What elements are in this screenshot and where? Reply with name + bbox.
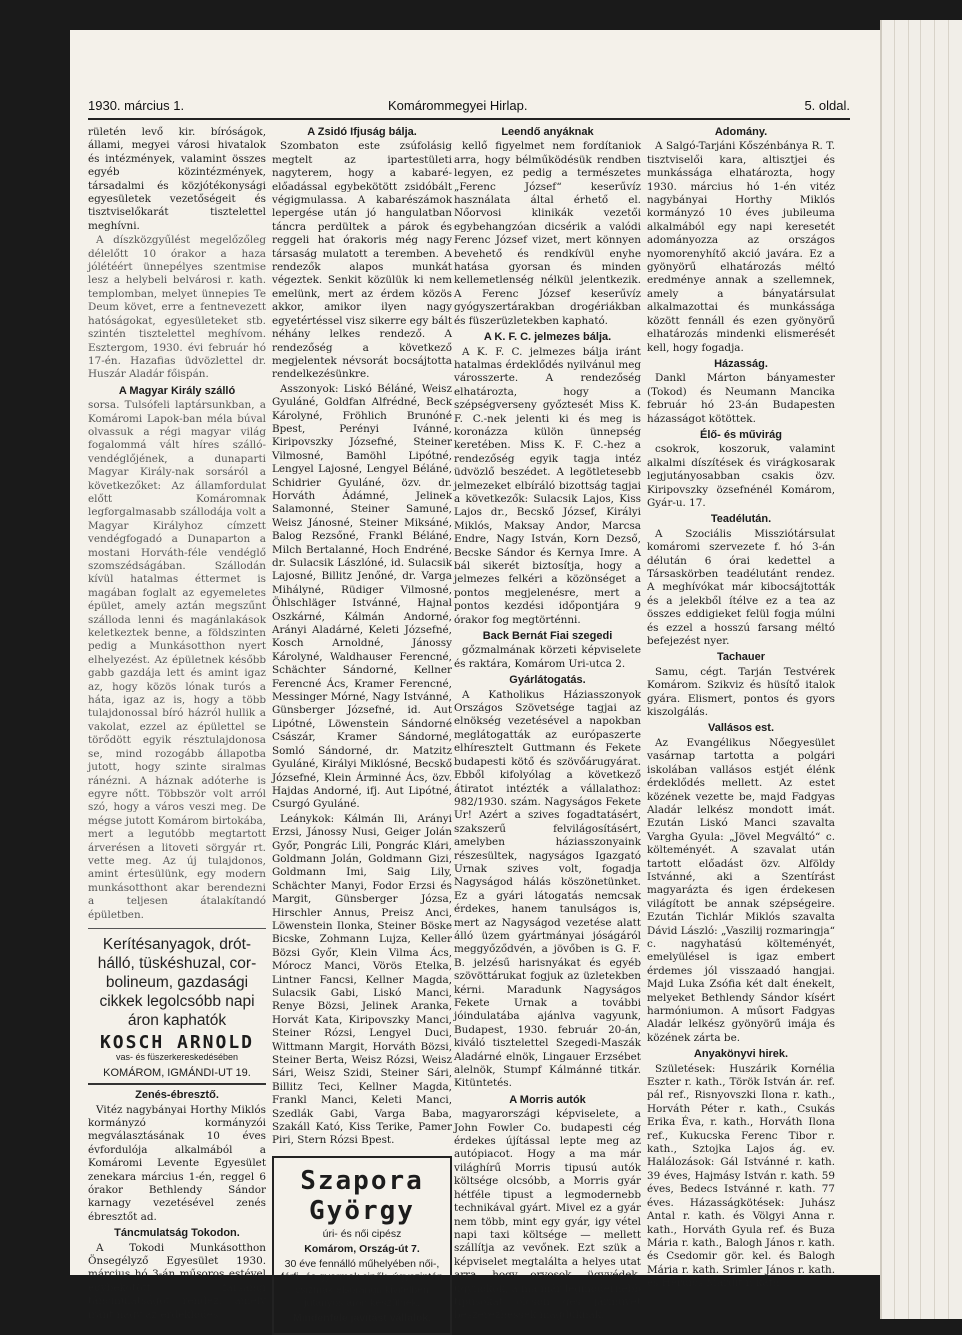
- article-text: magyarországi képviselete, a John Fowler Co. budapesti cég érdekes újítással lepte meg az autópiacot. Hogy a ma már világhírű Morris tipusú autók költsége olcsóbb, a Morris gyár hétféle tipust a legmodernebb technikával gyárt. Mivel ez a gyár nem több, mint egy gyár, igy vétel napi taxi költsége — mellett szállítja az vevőnek. Ezt szük a képviselet megtalálta a helyes utat arra, hogy orvosok, ügyvédek, ügynökök, a ma már legmodernebb típusokat olcsón gés járművet beszerezhessék magduknak.: [454, 1108, 641, 1322]
- headline: Zenés-ébresztő.: [135, 1089, 219, 1102]
- article-text: Vitéz nagybányai Horthy Miklós kormányzó kormányzói megválasztásának 10 éves évfordulója alkalmából a Komáromi Levente Egyesület zenekara március 1-én, reggel 6 órakor Bethlendy Sándor karnagy vezetésével zenés ébresztőt ad.: [88, 1103, 266, 1223]
- ad-text: úri- és női cipész: [322, 1227, 402, 1240]
- headline: Gyárlátogatás.: [509, 674, 586, 687]
- advertisement-szapora: [272, 1156, 452, 1335]
- paper-title: Komárommegyei Hirlap.: [388, 98, 528, 113]
- masthead: [88, 98, 850, 118]
- ad-address: Komárom, Ország-út 7.: [304, 1242, 420, 1255]
- article-text: A Katholikus Háziasszonyok Országos Szövetsége tagjai az elnökség vezetésével a napokban meglátogatták az európaszerte elhíresztelt Guttmann és Fekete budapesti kötő és szövőárugyárat. Ebből kifolyólag a következő átiratot intézték a vállalathoz: 982/1930. szám. Nagyságos Fekete Ur! Azért a szives fogadtatásért, szakszerű felvilágosításért, amelyben háziasszonyaink részesültek, nagyságos Igazgató Urnak szives volt, fogadja Nagyságod hálás köszönetünket. Ez a gyári látogatás nemcsak érdekes, hanem tanulságos is, mert az Nagyságod vezetése alatt álló üzem gyártmányai jóságáról meggyőződvén, a jövőben is G. F. B. jelzésű harisnyákat és egyéb szövöttárukat fogjuk az üzletekben kérni. Maradunk Nagyságos Fekete Urnak a további jóindulatába ajánlva vagyunk, Budapest, 1930. február 20-án, kiváló tisztelettel Szegedi-Maszák Aladárné elnök, Lingauer Erzsébet alelnök, Stumpf Kálmánné titkár. Kitüntetés.: [454, 688, 641, 1090]
- article-text: Születések: Huszárik Kornélia Eszter r. kath., Török István ár. ref. pál ref., Risnyovszki Ilona r. kath., Horváth Péter r. kath., Csukás Erika Éva, r. kath., Horváth Ilona ref., Kukucska Ferenc Tibor r. kath., Sztojka Lajos ág. ev. Halálozások: Gál Istvánné r. kath. 39 éves, Hajmásy István r. kath. 59 éves, Bedecs Istvánné r. kath. 77 éves. Házasságkötések: Juhász Antal r. kath. és Völgyi Anna r. kath., Horváth Gyula ref. és Buza Mária r. kath., Balogh János r. kath. és Csedomir gör. kel. és Balogh Mária r. kath. Srimler János r. kath. és Herdics Margit r. kath.: [647, 1062, 835, 1290]
- article-text: Asszonyok: Liskó Béláné, Weisz Gyuláné, Goldfan Alfrédné, Beck Károlyné, Fröhlich Brunóné Bpest, Perényi Ivánné, Kiripovszky Józsefné, Steiner Vilmosné, Bamöhl Lipótné, Lengyel Lajosné, Lengyel Béláné, Schidrier Gyuláné, özv. dr. Horváth Ádámné, Jelinek Salamonné, Steiner Samuné, Weisz Jánosné, Steiner Miksáné, Balog Rezsőné, Frankl Béláné, Milch Bertalanné, Hoch Endréné, dr. Sulacsik Lászlóné, id. Sulacsik Lajosné, Billitz Jenőné, dr. Varga Mihályné, Rüdiger Vilmosné, Öhlschläger Istvánné, Hajnal Oszkárné, Kálmán Andorné, Arányi Aladárné, Keleti Józsefné, Kosch Arnoldné, Jánossy Károlyné, Waldhauser Ferencné, Schächter Sándorné, Kellner Ferencné Ács, Kramer Ferencné, Messinger Mórné, Nagy Istvánné, Günsberger Józsefné, id. Aut Lipótné, Löwenstein Sándorné Császár, Kramer Sándorné, Somló Sándorné, dr. Matzitz Gyuláné, Királyi Miklósné, Becskő Józsefné, Klein Árminné Ács, özv. Hajdas Andorné, ifj. Aut Lipótné, Csurgó Gyuláné.: [272, 382, 452, 811]
- headline: Vallásos est.: [707, 722, 775, 735]
- ad-address: KOMÁROM, IGMÁNDI-UT 19.: [88, 1067, 266, 1085]
- column-4: [647, 126, 835, 1292]
- article-text: Dankl Márton bányamester (Tokod) és Neumann Mancika február hó 23-án Budapesten házasságot kötöttek.: [647, 372, 835, 425]
- headline: Teadélután.: [710, 513, 772, 526]
- article-text: csokrok, koszoruk, valamint alkalmi díszítések és virágkosarak legjutányosabban csakis özv. Kiripovszky özsefnénél Komárom, Gyár-u. 17.: [647, 443, 835, 509]
- headline: Tachauer: [716, 651, 766, 664]
- headline: Adomány.: [714, 126, 768, 138]
- ad-text: áron kaphatók: [127, 1011, 227, 1029]
- ad-text: hálló, tüskéshuzal, cor-: [97, 954, 257, 972]
- ad-text: bolineum, gazdasági: [105, 973, 249, 991]
- newspaper-page: [70, 30, 880, 1324]
- article-text: sorsa. Tulsófeli laptársunkban, a Komáromi Lapok-ban méla búval olvassuk a régi magyar világ fogalommá vált híres szálló-vendéglőjének, a dunaparti Magyar Király-nak sorsáról a következőket: Az államfordulat előtt Komáromnak legforgalmasabb szállodája volt a Magyar Királyhoz címzett vendégfogadó a Dunaparton a mostani Horváth-féle vendéglő szomszédságában. Szállodán kívül hatalmas éttermet is magában foglalt az egyemeletes épület, amely aztán megszűnt szálloda lenni és magánlakások keletkeztek benne, a földszinten pedig a Munkásotthon nyert elhelyezést. Az épületnek később gabb gazdája lett és amint igaz az, hogy közös lónak turós a háta, igaz az is, hogy a több tulajdonossal bíró házról hullik a vakolat, ezzel az épülettel se törődött egyik résztulajdonosa se, mind rozogább állapotba jutott, hogy szinte siralmas ránézni. A háznak adóterhe is egyre nőtt. Többször volt arról szó, hogy a város veszi meg. De mégse jutott Komárom birtokába, mert a legutóbb megtartott árverésen a litoveti sörgyár rt. vette meg. Az új tulajdonos, amint értesülünk, egy modern munkásotthont akar berendezni a teljesen átalakítandó épületben.: [88, 399, 266, 921]
- headline: A Magyar Király szálló: [118, 384, 236, 397]
- article-text: rületén levő kir. bíróságok, állami, megyei városi hivatalok és intézmények, valamint összes egyéb közintézmények, társadalmi és közjótékonysági egyesületek vezetőségeit és tisztviselőkarát tisztelettel meghívni.: [88, 126, 266, 232]
- headline: A K. F. C. jelmezes bálja.: [483, 331, 612, 344]
- column-3: [454, 126, 641, 1324]
- article-text: A Szociális Missziótársulat komáromi szervezete f. hó 3-án délután 6 órai kedettel a Társaskörben teadélutánt rendez. A meghívókat már kibocsájtották és a jelekből ítélve ez a tea az összes eddigieket felül fogja múlni és ezzel a hosszú farsang méltó befejezést nyer.: [647, 527, 835, 648]
- headline: Táncmulatság Tokodon.: [114, 1227, 240, 1240]
- article-text: A Tokodi Munkásotthon Önsegélyző Egyesület 1930. március hó 3-án műsoros estével egybekötött farsangi táncmulatságot rendez, amely iránt nagy az érdeklődés.: [88, 1241, 266, 1321]
- issue-date: 1930. március 1.: [88, 98, 185, 113]
- article-text: Leánykok: Kálmán Ili, Arányi Erzsi, Jánossy Nusi, Geiger Jolán Győr, Pongrác Lili, Pongrác Klári, Goldmann Jolán, Goldmann Gizi, Goldmann Imi, Saig Lily, Schächter Manyi, Fodor Erzsi és Margit, Günsberger Józsa, Hirschler Annus, Preisz Anci, Löwenstein Ilonka, Steiner Böske Bicske, Zohmann Lujza, Keller Bözsi Győr, Klein Vilma Ács, Mórocz Manci, Vörös Etelka, Lintner Fancsi, Kellner Magda, Sulacsik Gabi, Liskó Manci, Renye Bözsi, Jelinek Aranka, Horvát Kata, Kiripovszky Manci, Steiner Rózsi, Lengyel Duci, Wittmann Margit, Horváth Bözsi, Steiner Berta, Weisz Rózsi, Weisz Sári, Weisz Szidi, Steiner Sári, Billitz Teci, Kellner Magda, Frankl Manci, Keleti Manci, Szedlák Gabi, Varga Baba, Szakáll Kató, Kiss Terike, Pamer Piri, Stern Rózsi Bpest.: [272, 812, 452, 1147]
- ad-text: 30 éve fennálló műhelyében női-, férfi- és gyermek cipők, úgyszintén csizmák elsőrangu kivitelben jutányos áron készülnek.: [281, 1257, 443, 1309]
- headline: A Morris autók: [509, 1093, 586, 1106]
- ad-name: Szapora: [300, 1165, 424, 1196]
- headline: Anyakönyvi hirek.: [693, 1048, 789, 1061]
- ad-text: cikkek legolcsóbb napi: [99, 992, 255, 1010]
- headline: A Zsidó Ifjuság bálja.: [307, 126, 417, 138]
- article-text: kellő figyelmet nem fordítaniok arra, hogy bélműködésük rendben legyen, ez pedig a természetes „Ferenc József“ keserűvíz használata által érhető el. Nőorvosi klinikák vezetői egybehangzóan dicsérik a valódi Ferenc József vizet, mert könnyen bevehető és rendkívül enyhe hatása gyorsan és minden kellemetlenség nélkül jelentkezik. A Ferenc József keserűvíz gyógyszertárakban drogériákban és füszerüzletekben kapható.: [454, 140, 641, 327]
- article-text: gőzmalmának körzeti képviselete és raktára, Komárom Uri-utca 2.: [454, 644, 641, 670]
- advertisement-kosch: [88, 928, 266, 1085]
- column-1: [88, 126, 266, 1323]
- article-text: A K. F. C. jelmezes bálja iránt hatalmas érdeklődés nyilvánul meg városszerte. A rendezőség elhatározta, hogy a szépségverseny győztesét Miss K. F. C.-nek jelenti ki és meg is koronázza külön ünnepség keretében. Miss K. F. C.-hez a rendezőség egyik tagja intéz üdvözlő beszédet. A legötletesebb jelmezeket elbíráló bizottság tagjai a következők: Sulacsik Lajos, Kiss Lajos dr., Becskő József, Királyi Miklós, Maksay Andor, Marcsa Endre, Nagy István, Korn Dezső, Becske Sándor és Kernya Imre. A bál sikerét biztosítja, hogy a jelmezes felkéri a közönséget a pontos megjelenésre, mert a pontos kezdési időpontjára 9 órakor fog megtörténni.: [454, 345, 641, 626]
- column-2: [272, 126, 452, 1335]
- ad-text: Kerítésanyagok, drót-: [102, 935, 252, 953]
- ad-firm-name: KOSCH ARNOLD: [99, 1031, 255, 1053]
- article-text: Samu, cégt. Tarján Testvérek Komárom. Szikviz és hüsítő italok gyára. Elismert, pontos és gyors kiszolgálás.: [647, 665, 835, 719]
- headline: Back Bernát Fiai szegedi: [482, 630, 613, 643]
- article-text: Az Evangélikus Nőegyesület vasárnap tartotta a polgári iskolában vallásos estjét élénk érdeklődés mellett. Az estet közének vezette be, majd Fadgyas Aladár lelkész mondott imát. Ezután Liskó Manci szavalta Vargha Gyula: „Jövel Megváltó“ c. költeményét. A szavalat után tartott előadást özv. Alföldy Istvánné, aki a Szentírást magyarázta és igen érdekesen világított be annak szépségeire. Ezután Tichlár Miklós szavalta Dávid László: „Vaszilij rozmaringja“ c. nagyhatású költeményét, emelyülésel is igaz embert érdemes jól visszaadó hangjai. Majd Luka Zsófia két dalt énekelt, melyeket Bethlendy Sándor kísért harmóniumon. A műsort Fadgyas Aladár lelkész gyönyörű imája és közének zárta be.: [647, 736, 835, 1044]
- ad-text: Mindenféle javítást vállalok.: [292, 1311, 432, 1324]
- article-text: Szombaton este zsúfolásig megtelt az ipartestületi nagyterem, hogy a kabaré-előadással egybekötött zsidóbált végigmulassa. A kabarészámok lepergése után jó hangulatban táncra perdültek a párok és reggeli hat órakoris még nagy társaság mulatott a teremben. A rendezők alapos munkát végeztek. Senkit közülük ki nem emelünk, mert az érdem közös akkor, amikor ilyen nagy egyetértéssel visz sikerre egy bált néhány lelkes rendező. A rendezőség a következő megjelentek névsorát bocsájtotta rendelkezésünkre.: [272, 140, 452, 381]
- page-number: 5. oldal.: [804, 98, 850, 113]
- header-rule: [88, 118, 850, 120]
- headline: Házasság.: [714, 357, 768, 370]
- ad-text: vas- és füszerkereskedésében: [115, 1052, 239, 1063]
- ad-name: György: [309, 1195, 415, 1226]
- book-binding: [880, 20, 962, 1319]
- headline: Élő- és művirág: [700, 428, 782, 441]
- article-text: A díszközgyűlést megelőzőleg délelőtt 10 órakor a haza jólétéért ünnepélyes szentmise lesz a helybeli belvárosi r. kath. templomban, melyet ünnepies Te Deum követ, erre a fentnevezett hatóságokat, egyesületeket stb. szintén tisztelettel meghívom. Esztergom, 1930. évi február hó 17-én. Hazafias üdvözlettel dr. Huszár Aladár főispán.: [88, 234, 266, 381]
- headline: Leendő anyáknak: [501, 126, 594, 138]
- article-text: A Salgó-Tarjáni Kőszénbánya R. T. tisztviselői kara, altisztjei és munkássága elhatározta, hogy 1930. március hó 1-én vitéz nagybányai Horthy Miklós kormányzó 10 éves jubileuma alkalmából egy napi keresetét adományozza az országos nyomorenyhítő akció javára. Ez a gyönyörű elhatározás méltó eredménye annak a szellemnek, amely a bányatársulat alkalmazottai és munkássága között fennáll és ezen gyönyörű elhatározás mindenki elismerését kell, hogy fogadja.: [647, 140, 835, 354]
